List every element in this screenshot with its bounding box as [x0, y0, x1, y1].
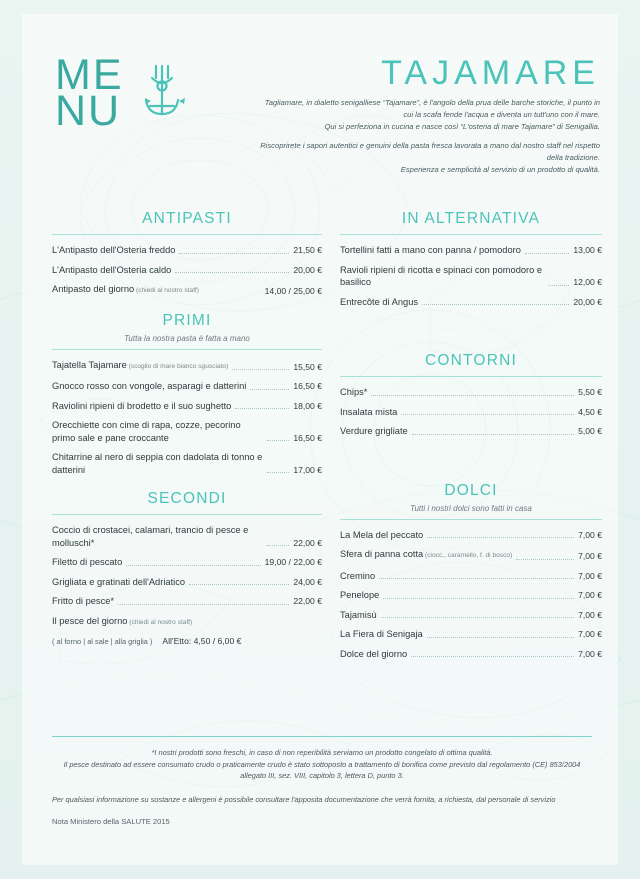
- menu-item-name: Gnocco rosso con vongole, asparagi e datterini: [52, 381, 247, 391]
- menu-item: [340, 425, 602, 438]
- menu-wordmark-line2: NU: [55, 87, 122, 135]
- menu-item-price: 16,50 €: [293, 381, 322, 391]
- menu-item: [340, 648, 602, 661]
- leader-dots: [427, 630, 574, 638]
- menu-item-note: (ciocc., caramello, f. di bosco): [423, 552, 513, 559]
- leader-dots: [381, 610, 574, 618]
- menu-item: [52, 244, 322, 257]
- section-title-alternativa: IN ALTERNATIVA: [401, 210, 541, 227]
- section-antipasti: [52, 210, 322, 298]
- menu-item-name: Cremino: [340, 570, 376, 581]
- menu-item-price: 15,50 €: [293, 361, 322, 372]
- menu-item-price: 20,00 €: [573, 296, 602, 307]
- menu-item: [340, 529, 602, 542]
- right-column: [340, 210, 602, 667]
- menu-item-name: Tajamisù: [340, 609, 377, 620]
- leader-dots: [267, 433, 290, 441]
- leader-dots: [267, 538, 290, 546]
- dolci-item-list: [340, 529, 602, 661]
- menu-wordmark-line1: ME: [55, 51, 124, 99]
- menu-item: [340, 296, 602, 309]
- menu-item-price: 7,00 €: [578, 629, 602, 639]
- menu-item-name: Coccio di crostacei, calamari, trancio di pesce e molluschi*: [52, 525, 249, 548]
- intro-text: [260, 97, 600, 176]
- leader-dots: [126, 558, 260, 566]
- menu-item: [52, 264, 322, 277]
- menu-item: [52, 419, 322, 444]
- secondi-cooking-note: [52, 636, 322, 646]
- menu-item-name: Chitarrine al nero di seppia con dadolata di tonno e datterini: [52, 452, 263, 475]
- leader-dots: [371, 388, 574, 396]
- menu-item: [52, 556, 322, 569]
- menu-item: [340, 386, 602, 399]
- section-subtitle-dolci: Tutti i nostri dolci sono fatti in casa: [410, 503, 532, 513]
- menu-item-name: L'Antipasto dell'Osteria caldo: [52, 264, 172, 275]
- primi-item-list: [52, 359, 322, 477]
- menu-item-price: 7,00 €: [578, 590, 602, 600]
- leader-dots: [267, 465, 290, 473]
- menu-item: [340, 589, 602, 602]
- footer-divider: [52, 736, 592, 737]
- menu-item-name: L'Antipasto dell'Osteria freddo: [52, 245, 176, 255]
- menu-footer: [52, 736, 592, 826]
- menu-item: [52, 283, 322, 298]
- menu-wordmark: [55, 51, 124, 135]
- menu-item-price: 24,00 €: [293, 576, 322, 587]
- menu-item-price: 7,00 €: [578, 529, 602, 540]
- menu-item-price: 22,00 €: [293, 537, 322, 548]
- menu-item-name: La Mela del peccato: [340, 529, 424, 540]
- menu-item: [52, 400, 322, 413]
- section-title-primi: PRIMI: [162, 311, 212, 329]
- footer-note-1: *I nostri prodotti sono freschi, in caso di non reperibilità serviamo un prodotto congelato di ottima qualità.: [151, 748, 493, 757]
- menu-item-price: 16,50 €: [293, 432, 322, 443]
- menu-item: [340, 609, 602, 622]
- menu-item-price: 18,00 €: [293, 400, 322, 411]
- leader-dots: [422, 297, 569, 305]
- antipasti-item-list: [52, 244, 322, 298]
- menu-item-note: (chiedi al nostro staff): [134, 287, 199, 294]
- leader-dots: [196, 618, 318, 626]
- menu-item-name: Entrecôte di Angus: [340, 296, 419, 307]
- menu-item: [52, 595, 322, 608]
- leader-dots: [401, 407, 574, 415]
- menu-item-price: 13,00 €: [573, 245, 602, 255]
- section-title-secondi: SECONDI: [147, 490, 227, 507]
- leader-dots: [548, 278, 569, 286]
- cooking-methods: ( al forno | al sale | alla griglia ): [52, 637, 153, 646]
- intro-paragraph-1: Tagliamare, in dialetto senigalliese “Tajamare”, è l'angolo della prua delle barche storiche, il punto in cui la scafa fende l'acqua e diventa un tutt'uno con il mare.: [264, 98, 600, 119]
- section-title-dolci: DOLCI: [444, 481, 498, 499]
- section-subtitle-primi: Tutta la nostra pasta è fatta a mano: [124, 333, 250, 343]
- divider: [340, 234, 602, 235]
- menu-item: [340, 244, 602, 257]
- divider: [52, 349, 322, 350]
- menu-item-name: Tortellini fatti a mano con panna / pomodoro: [340, 245, 521, 255]
- leader-dots: [189, 577, 289, 585]
- menu-item-name: Orecchiette con cime di rapa, cozze, pecorino primo sale e pane croccante: [52, 420, 241, 443]
- menu-item: [52, 451, 322, 476]
- menu-item-price: 19,00 / 22,00 €: [264, 557, 322, 567]
- menu-item-price: 7,00 €: [578, 570, 602, 581]
- menu-item-name: Raviolini ripieni di brodetto e il suo sughetto: [52, 400, 232, 411]
- menu-item-price: 17,00 €: [293, 464, 322, 475]
- menu-item-name: Il pesce del giorno (chiedi al nostro staff): [52, 615, 193, 626]
- all-etto-price: All'Etto: 4,50 / 6,00 €: [162, 636, 242, 646]
- intro-paragraph-2: Qui si perfeziona in cucina e nasce così “L'osteria di mare Tajamare” di Senigallia.: [324, 122, 600, 131]
- section-alternativa: [340, 210, 602, 308]
- menu-item-name: Antipasto del giorno (chiedi al nostro staff): [52, 284, 199, 294]
- footer-note-3: Per qualsiasi informazione su sostanze e allergeni è possibile consultare l'apposita documentazione che verrà fornita, a richiesta, dal personale di servizio: [52, 794, 556, 804]
- menu-item-name: Verdure grigliate: [340, 426, 408, 436]
- menu-item-note: (scoglio di mare bianco sgusciato): [126, 362, 229, 370]
- menu-item-price: 5,50 €: [578, 387, 602, 397]
- menu-item-name: Chips*: [340, 387, 368, 397]
- leader-dots: [175, 265, 289, 273]
- alternativa-item-list: [340, 244, 602, 308]
- section-primi: [52, 312, 322, 477]
- footer-note-2: Il pesce destinato ad essere consumato crudo o praticamente crudo è stato sottoposto a trattamento di bonifica come previsto dal regolamento (CE) 853/2004 allegato III, sez. VIII, capitolo 3, lettera D, punto 3.: [63, 759, 581, 780]
- menu-item-name: La Fiera di Senigaja: [340, 629, 423, 639]
- leader-dots: [383, 591, 574, 599]
- leader-dots: [203, 287, 261, 295]
- menu-item: [52, 524, 322, 549]
- restaurant-name: TAJAMARE: [381, 54, 600, 92]
- leader-dots: [516, 552, 574, 560]
- menu-item-price: 5,00 €: [578, 426, 602, 436]
- menu-item: [340, 570, 602, 583]
- menu-item: [52, 359, 322, 374]
- menu-item-name: Penelope: [340, 590, 380, 600]
- menu-header: [22, 14, 618, 199]
- leader-dots: [411, 649, 574, 657]
- menu-item-price: 20,00 €: [293, 264, 322, 275]
- leader-dots: [412, 427, 574, 435]
- menu-item: [340, 628, 602, 641]
- contorni-item-list: [340, 386, 602, 438]
- leader-dots: [427, 530, 574, 538]
- fork-anchor-icon: [142, 62, 188, 139]
- section-title-contorni: CONTORNI: [425, 352, 517, 369]
- menu-item: [340, 406, 602, 419]
- menu-item: [340, 264, 602, 289]
- menu-item-name: Ravioli ripieni di ricotta e spinaci con pomodoro e basilico: [340, 264, 543, 287]
- menu-item-name: Dolce del giorno: [340, 648, 408, 659]
- leader-dots: [232, 362, 289, 370]
- divider: [52, 514, 322, 515]
- intro-paragraph-3: Riscoprirete i sapori autentici e genuini della pasta fresca lavorata a mano dal nostro staff nel rispetto della tradizione.: [260, 141, 600, 162]
- menu-item-price: 21,50 €: [293, 245, 322, 255]
- leader-dots: [179, 246, 289, 254]
- divider: [340, 376, 602, 377]
- section-dolci: [340, 482, 602, 661]
- menu-item-price: 7,00 €: [578, 609, 602, 620]
- menu-item-price: 4,50 €: [578, 406, 602, 417]
- menu-item-note: (chiedi al nostro staff): [127, 618, 193, 626]
- leader-dots: [525, 246, 569, 254]
- leader-dots: [235, 401, 289, 409]
- menu-item: [52, 615, 322, 630]
- menu-item-price: 14,00 / 25,00 €: [264, 286, 322, 296]
- menu-item-price: 7,00 €: [578, 551, 602, 561]
- menu-sheet: [22, 14, 618, 865]
- secondi-item-list: [52, 524, 322, 629]
- leader-dots: [379, 571, 574, 579]
- divider: [52, 234, 322, 235]
- menu-item: [52, 380, 322, 393]
- section-title-antipasti: ANTIPASTI: [142, 210, 232, 227]
- divider: [340, 519, 602, 520]
- section-contorni: [340, 352, 602, 438]
- menu-item-price: 12,00 €: [573, 277, 602, 287]
- menu-item-name: Fritto di pesce*: [52, 596, 115, 606]
- menu-item-name: Grigliata e gratinati dell'Adriatico: [52, 576, 186, 587]
- intro-paragraph-4: Esperienza e semplicità al servizio di un prodotto di qualità.: [400, 165, 600, 174]
- menu-item-price: 22,00 €: [293, 596, 322, 606]
- menu-item: [340, 548, 602, 563]
- left-column: [52, 210, 322, 646]
- menu-item-price: 7,00 €: [578, 648, 602, 659]
- menu-item: [52, 576, 322, 589]
- menu-item-name: Tajatella Tajamare (scoglio di mare bianco sgusciato): [52, 359, 229, 370]
- menu-item-name: Filetto di pescato: [52, 557, 123, 567]
- footer-note-4: Nota Ministero della SALUTE 2015: [52, 817, 170, 826]
- section-secondi: [52, 490, 322, 646]
- menu-item-name: Insalata mista: [340, 406, 398, 417]
- leader-dots: [118, 597, 289, 605]
- menu-item-name: Sfera di panna cotta (ciocc., caramello, f. di bosco): [340, 549, 513, 559]
- leader-dots: [250, 382, 289, 390]
